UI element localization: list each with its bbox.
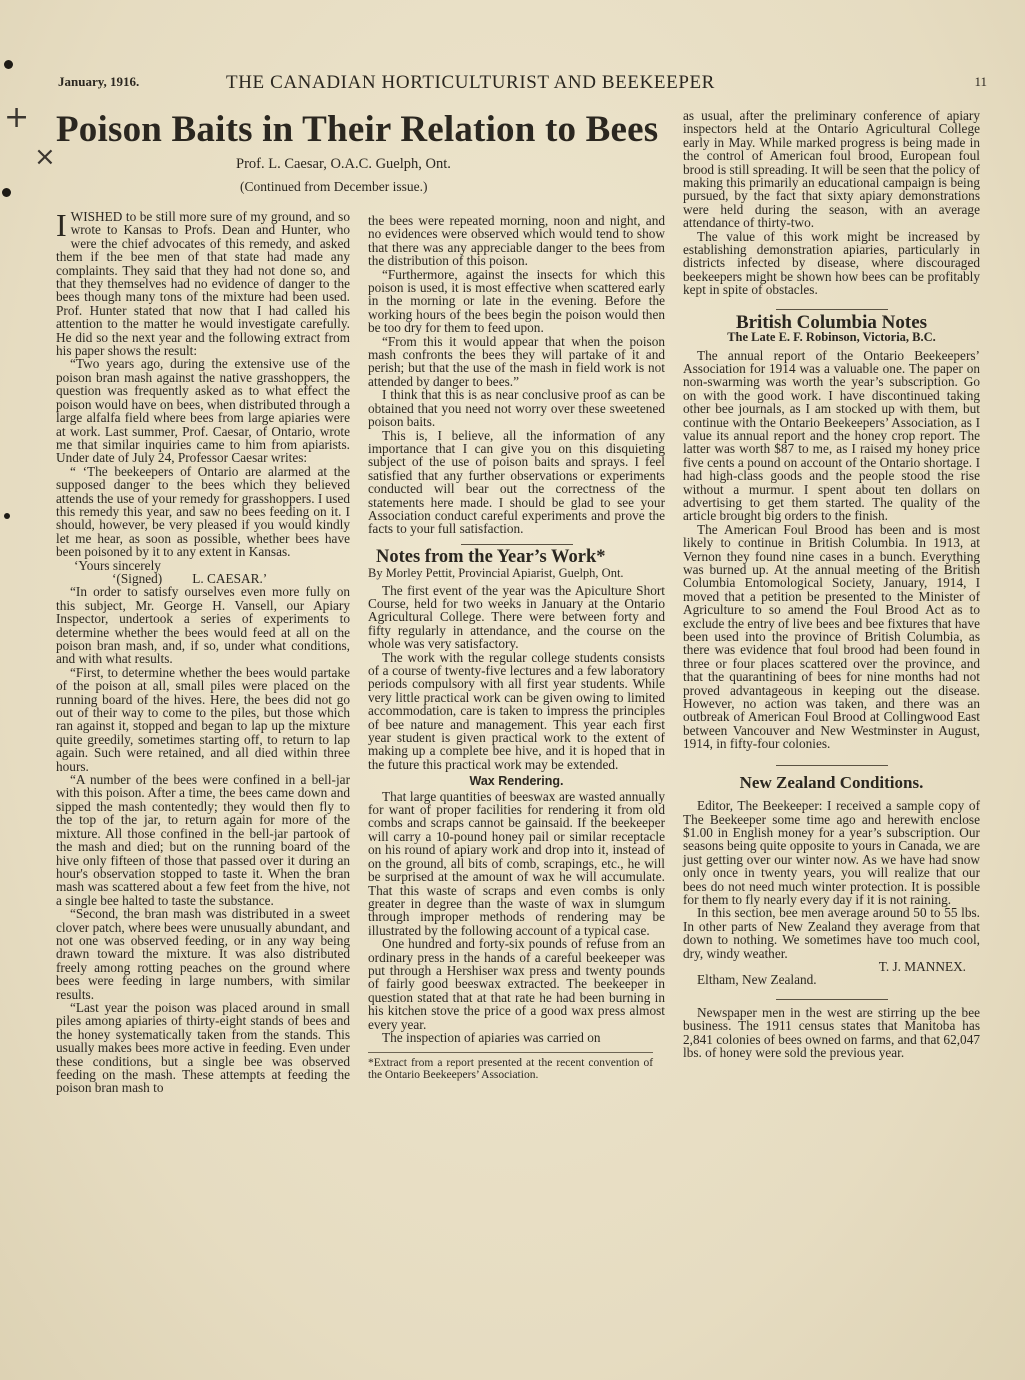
punch-hole	[2, 188, 11, 197]
section-divider	[776, 765, 888, 766]
closing: ‘Yours sincerely	[74, 557, 161, 573]
paragraph: This is, I believe, all the information of any importance that I can give you on this disquieting subject of the use of poison baits and sprays. I feel satisfied that any further observations or experiments conducted will bear out the correctness of the statements here made. I should be glad to see your Association conduct careful experiments and prove the facts to your full satisfaction.	[368, 427, 665, 537]
column-1	[56, 207, 350, 1096]
paragraph: “Last year the poison was placed around in small piles among apiaries of thirty-eight stands of bees and the honey systematically taken from the stands. This usually makes bees more active in feeding. Even under these conditions, but a single bee was observed feeding on the mash. These attempts at feeding the poison bran mash to	[56, 999, 350, 1096]
section-divider	[776, 999, 888, 1000]
section-divider	[461, 544, 573, 545]
paragraph: The annual report of the Ontario Beekeepers’ Association for 1914 was a valuable one. The paper on non-swarming was worth the year’s subscription. Go on with the good work. I have discontinued taking other bee journals, as I am stocked up with them, but continue with the Ontario Beekeepers’ Association, as I value its annual report and the honey crop report. The latter was worth $87 to me, as I raised my honey price five cents a pound on account of the Ontario shortage. I had high-class goods and the people stood the rise without a murmur. I spent about ten dollars on advertising to get them started. The quality of the article brought big orders to the finish.	[683, 347, 980, 524]
paragraph: The first event of the year was the Apiculture Short Course, held for two weeks in January at the Ontario Agricultural College. There were between forty and fifty regularly in attendance, and the course on the whole was very satisfactory.	[368, 582, 665, 652]
paragraph: the bees were repeated morning, noon and night, and no evidences were observed which would tend to show that there was any appreciable danger to the bees from the distribution of this poison.	[368, 213, 665, 269]
section-divider	[776, 309, 888, 310]
paragraph: The work with the regular college students consists of a course of twenty-five lectures and a few laboratory periods compulsory with all first year students. While very little practical work can be given owing to limited accommodation, care is taken to impress the principles of bee nature and management. This year each first year student is given practical work to the extent of making up a complete bee hive, and it is hoped that in the future this practical work may be extended.	[368, 649, 665, 772]
publication-title: THE CANADIAN HORTICULTURIST AND BEEKEEPER	[226, 72, 715, 93]
page-number: 11	[974, 74, 987, 89]
paragraph: Editor, The Beekeeper: I received a sample copy of The Beekeeper some time ago and herewith enclose $1.00 in English money for a year’s subscription. Our seasons being quite opposite to yours in Canada, we are just getting over our winter now. As we have had snow only once in twenty years, you will realize that our bees do not need much winter protection. It is possible for them to fly nearly every day if it is not raining.	[683, 798, 980, 907]
subheading-wax-rendering: Wax Rendering.	[469, 774, 564, 789]
paragraph: Newspaper men in the west are stirring up the bee business. The 1911 census states that Manitoba has 2,841 colonies of bees owned on farms, and that 62,047 lbs. of honey were sold the previous year.	[683, 1004, 980, 1060]
paragraph: “First, to determine whether the bees would partake of the poison at all, small piles were placed on the running board of the hives. Here, the bees did not go out of their way to come to the piles, but those which ran against it, stopped and began to lap up the mixture quite greedily, sometimes starting off, to return to lap again. Such were retained, and all died within three hours.	[56, 664, 350, 774]
section-byline: By Morley Pettit, Provincial Apiarist, Guelph, Ont.	[368, 566, 624, 581]
punch-hole	[4, 513, 10, 519]
paragraph: The value of this work might be increased by establishing demonstration apiaries, particularly in districts infected by disease, where discouraged beekeepers might be shown how bees can be profitably kept in spite of obstacles.	[683, 228, 980, 298]
article-title: Poison Baits in Their Relation to Bees	[56, 109, 659, 150]
drop-cap: I	[56, 207, 67, 243]
section-title-notes: Notes from the Year’s Work*	[376, 546, 606, 567]
continued-note: (Continued from December issue.)	[240, 179, 428, 194]
paragraph: That large quantities of beeswax are wasted annually for want of proper facilities for rendering it from old combs and scraps cannot be gainsaid. If the beekeeper will carry a 10-pound honey pail or similar receptacle on his round of apiary work and drop into it, instead of on the ground, all bits of comb, scrapings, etc., he will be surprised at the amount of wax he will accumulate. That this waste of scraps and even combs is only greater in degree than the waste of wax in slumgum through improper methods of rendering may be illustrated by the following account of a typical case.	[368, 788, 665, 938]
handwritten-x-mark: ×	[34, 142, 56, 172]
footnote: *Extract from a report presented at the recent convention of the Ontario Beekeepers’ Association.	[368, 1052, 653, 1081]
section-title-nz: New Zealand Conditions.	[739, 772, 924, 792]
paragraph: “Second, the bran mash was distributed in a sweet clover patch, where bees were unusually abundant, and not one was observed feeding, or in any way being drawn toward the mixture. It was also distributed freely among rotting peaches on the ground where bees were feeding in large numbers, with similar results.	[56, 906, 350, 1002]
paragraph: “Two years ago, during the extensive use of the poison bran mash against the native grasshoppers, the question was frequently asked as to what effect the poison would have on bees, when distributed through a large alfalfa field where bees from large apiaries were at work. Last summer, Prof. Caesar, of Ontario, wrote me that similar inquiries came to him from apiarists. Under date of July 24, Professor Caesar writes:	[56, 356, 350, 466]
paragraph: as usual, after the preliminary conference of apiary inspectors held at the Ontario Agricultural College early in May. While marked progress is being made in the control of American foul brood, European foul brood is still spreading. It will be seen that the policy of making this primarily an educational campaign is being pursued, by the fact that sixty apiary demonstrations were held during the season, with an average attendance of thirty-two.	[683, 108, 980, 231]
column-3	[683, 109, 980, 1059]
letter-place: Eltham, New Zealand.	[697, 972, 817, 988]
punch-hole	[4, 60, 13, 69]
issue-date: January, 1916.	[58, 74, 140, 89]
paragraph: “In order to satisfy ourselves even more fully on this subject, Mr. George H. Vansell, our Apiary Inspector, undertook a series of experiments to determine whether the bees would feed at all on the poison bran mash, and, if so, under what conditions, and with what results.	[56, 584, 350, 667]
section-title-bc: British Columbia Notes	[735, 311, 928, 333]
paragraph: “From this it would appear that when the poison mash confronts the bees they will partake of it and perish; but that the use of the mash in field work is not attended by danger to bees.”	[368, 333, 665, 389]
paragraph: The American Foul Brood has been and is most likely to continue in British Columbia. In 1913, at Vernon they found nine cases in a bunch. Everything was burned up. At the annual meeting of the British Columbia Entomological Society, January, 1914, I moved that a petition be presented to the Minister of Agriculture to so amend the Foul Brood Act as to exclude the entry of live bees and bee fixtures that have been used into the province of British Columbia, as there was evidence that foul brood had been found in three or four places scattered over the province, and that the quarantining of bees for nine months had not proved advantageous in keeping out the disease. However, no action was taken, and there was an outbreak of American Foul Brood at Collingwood East between Vancouver and New Westminster in August, 1914, in fifty-four colonies.	[683, 521, 980, 752]
paragraph: The inspection of apiaries was carried on	[382, 1029, 601, 1045]
paragraph: One hundred and forty-six pounds of refuse from an ordinary press in the hands of a careful beekeeper was put through a Hershiser wax press and twenty pounds of fairly good beeswax extracted. The beekeeper in question stated that at that rate he had been burning in his kitchen stove the price of a good wax press almost every year.	[368, 936, 665, 1032]
paragraph: IWISHED to be still more sure of my ground, and so wrote to Kansas to Profs. Dean and Hunter, who were the chief advocates of this remedy, and asked them if the bee men of that state had made any complaints. They said that they had not done so, and that they themselves had no evidence of danger to the bees though many tons of the mixture had been used. Prof. Hunter stated that now that I had called his attention to the matter he would investigate carefully. He did so the next year and the following extract from his paper shows the result:	[56, 207, 350, 359]
letter-signer: T. J. MANNEX.	[878, 958, 966, 974]
paragraph: “ ‘The beekeepers of Ontario are alarmed at the supposed danger to the bees which they believed attends the use of your remedy for grasshoppers. I used this remedy this year, and saw no bees feeding on it. I should, however, be very pleased if you would kindly let me hear, as soon as possible, whether bees have been poisoned by it to any extent in Kansas.	[56, 463, 350, 560]
handwritten-cross-mark: +	[4, 100, 30, 135]
paragraph: In this section, bee men average around 50 to 55 lbs. In other parts of New Zealand they average from that down to nothing. We sometimes have too much cool, dry, windy weather.	[683, 905, 980, 961]
paragraph: “Furthermore, against the insects for which this poison is used, it is most effective when scattered early in the morning or late in the evening. Before the working hours of the bees begin the poison would then be too dry for them to feed upon.	[368, 266, 665, 336]
paragraph: “A number of the bees were confined in a bell-jar with this poison. After a time, the bees came down and sipped the mash contentedly; they would then fly to the top of the jar, to return again for more of the mixture. All those confined in the bell-jar partook of the mash and died; but on the running board of the hive only fifteen of those that passed over it during an hour's observation stopped to taste it. When the bran mash was scattered about a few feet from the hive, not a single bee halted to taste the substance.	[56, 772, 350, 908]
article-byline: Prof. L. Caesar, O.A.C. Guelph, Ont.	[236, 156, 451, 172]
paragraph: I think that this is as near conclusive proof as can be obtained that you need not worry over these sweetened poison baits.	[368, 387, 665, 430]
section-byline: The Late E. F. Robinson, Victoria, B.C.	[727, 330, 936, 345]
column-2	[368, 214, 665, 1081]
page-header	[58, 72, 987, 96]
signature-line: ‘(Signed) L. CAESAR.’	[112, 570, 268, 586]
